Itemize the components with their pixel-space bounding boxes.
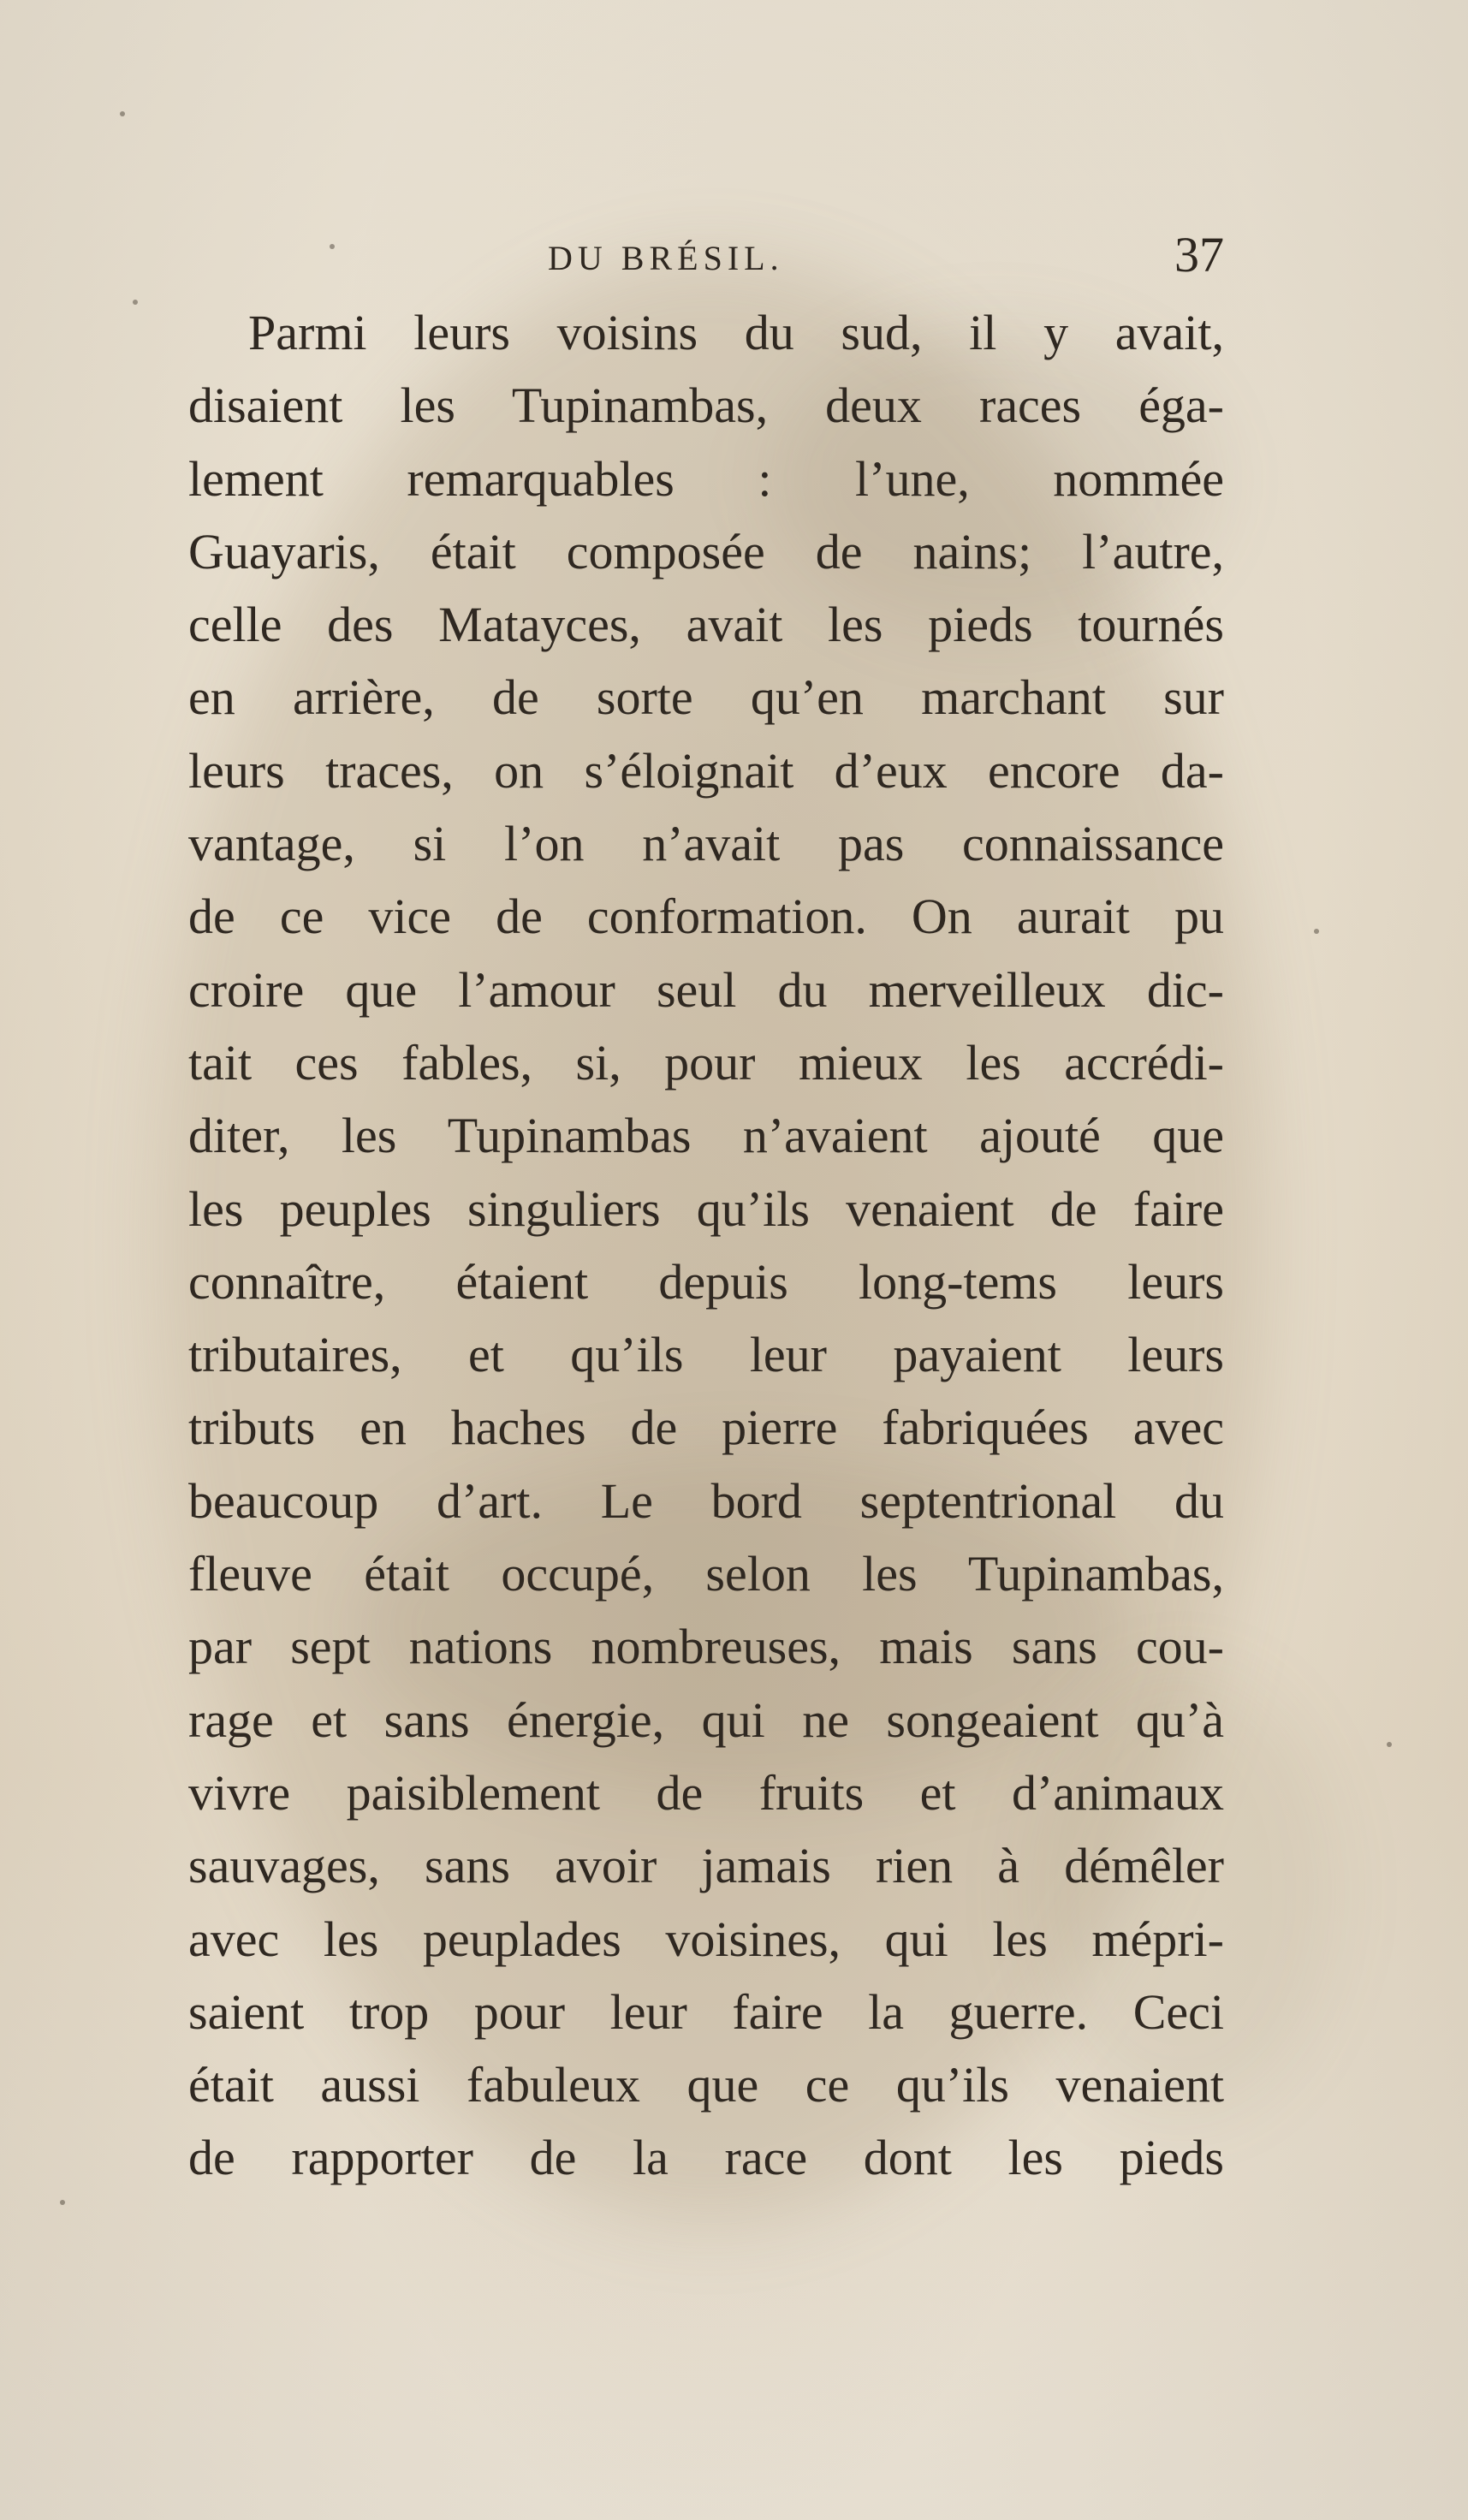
text-line: tributaires, et qu’ils leur payaient leurs: [188, 1327, 1224, 1383]
text-line: connaître, étaient depuis long-tems leurs: [188, 1253, 1224, 1310]
text-line: Guayaris, était composée de nains; l’autre,: [188, 523, 1224, 579]
paper-speck: [1314, 929, 1319, 934]
text-line: avec les peuplades voisines, qui les mépri-: [188, 1911, 1224, 1967]
text-line: rage et sans énergie, qui ne songeaient qu’à: [188, 1691, 1224, 1748]
text-line: les peuples singuliers qu’ils venaient de faire: [188, 1180, 1224, 1237]
text-line: saient trop pour leur faire la guerre. Ceci: [188, 1983, 1224, 2040]
page-header: [188, 227, 1224, 300]
text-line: en arrière, de sorte qu’en marchant sur: [188, 669, 1224, 726]
text-line: vantage, si l’on n’avait pas connaissance: [188, 816, 1224, 872]
text-line: beaucoup d’art. Le bord septentrional du: [188, 1472, 1224, 1529]
body-text: [188, 296, 1224, 2195]
text-line: celle des Matayces, avait les pieds tournés: [188, 597, 1224, 653]
text-line: disaient les Tupinambas, deux races éga-: [188, 377, 1224, 434]
text-line: fleuve était occupé, selon les Tupinambas,: [188, 1546, 1224, 1602]
paper-speck: [60, 2200, 65, 2205]
paper-speck: [120, 111, 125, 116]
paper-speck: [1387, 1742, 1392, 1747]
text-line: tait ces fables, si, pour mieux les accrédi-: [188, 1034, 1224, 1091]
text-line: sauvages, sans avoir jamais rien à démêler: [188, 1838, 1224, 1894]
text-line: Parmi leurs voisins du sud, il y avait,: [248, 305, 1224, 360]
text-line: leurs traces, on s’éloignait d’eux encore da-: [188, 742, 1224, 799]
text-line: par sept nations nombreuses, mais sans cou-: [188, 1619, 1224, 1675]
text-line: de rapporter de la race dont les pieds: [188, 2130, 1224, 2186]
text-line: tributs en haches de pierre fabriquées avec: [188, 1400, 1224, 1456]
running-head: DU BRÉSIL.: [548, 239, 784, 277]
paper-speck: [133, 300, 138, 305]
text-line: vivre paisiblement de fruits et d’animaux: [188, 1764, 1224, 1821]
text-line: lement remarquables : l’une, nommée: [188, 450, 1224, 507]
text-line: diter, les Tupinambas n’avaient ajouté que: [188, 1108, 1224, 1164]
text-line: croire que l’amour seul du merveilleux dic-: [188, 961, 1224, 1018]
text-line: était aussi fabuleux que ce qu’ils venaient: [188, 2057, 1224, 2113]
text-line: de ce vice de conformation. On aurait pu: [188, 889, 1224, 945]
page-number: 37: [1174, 227, 1224, 282]
